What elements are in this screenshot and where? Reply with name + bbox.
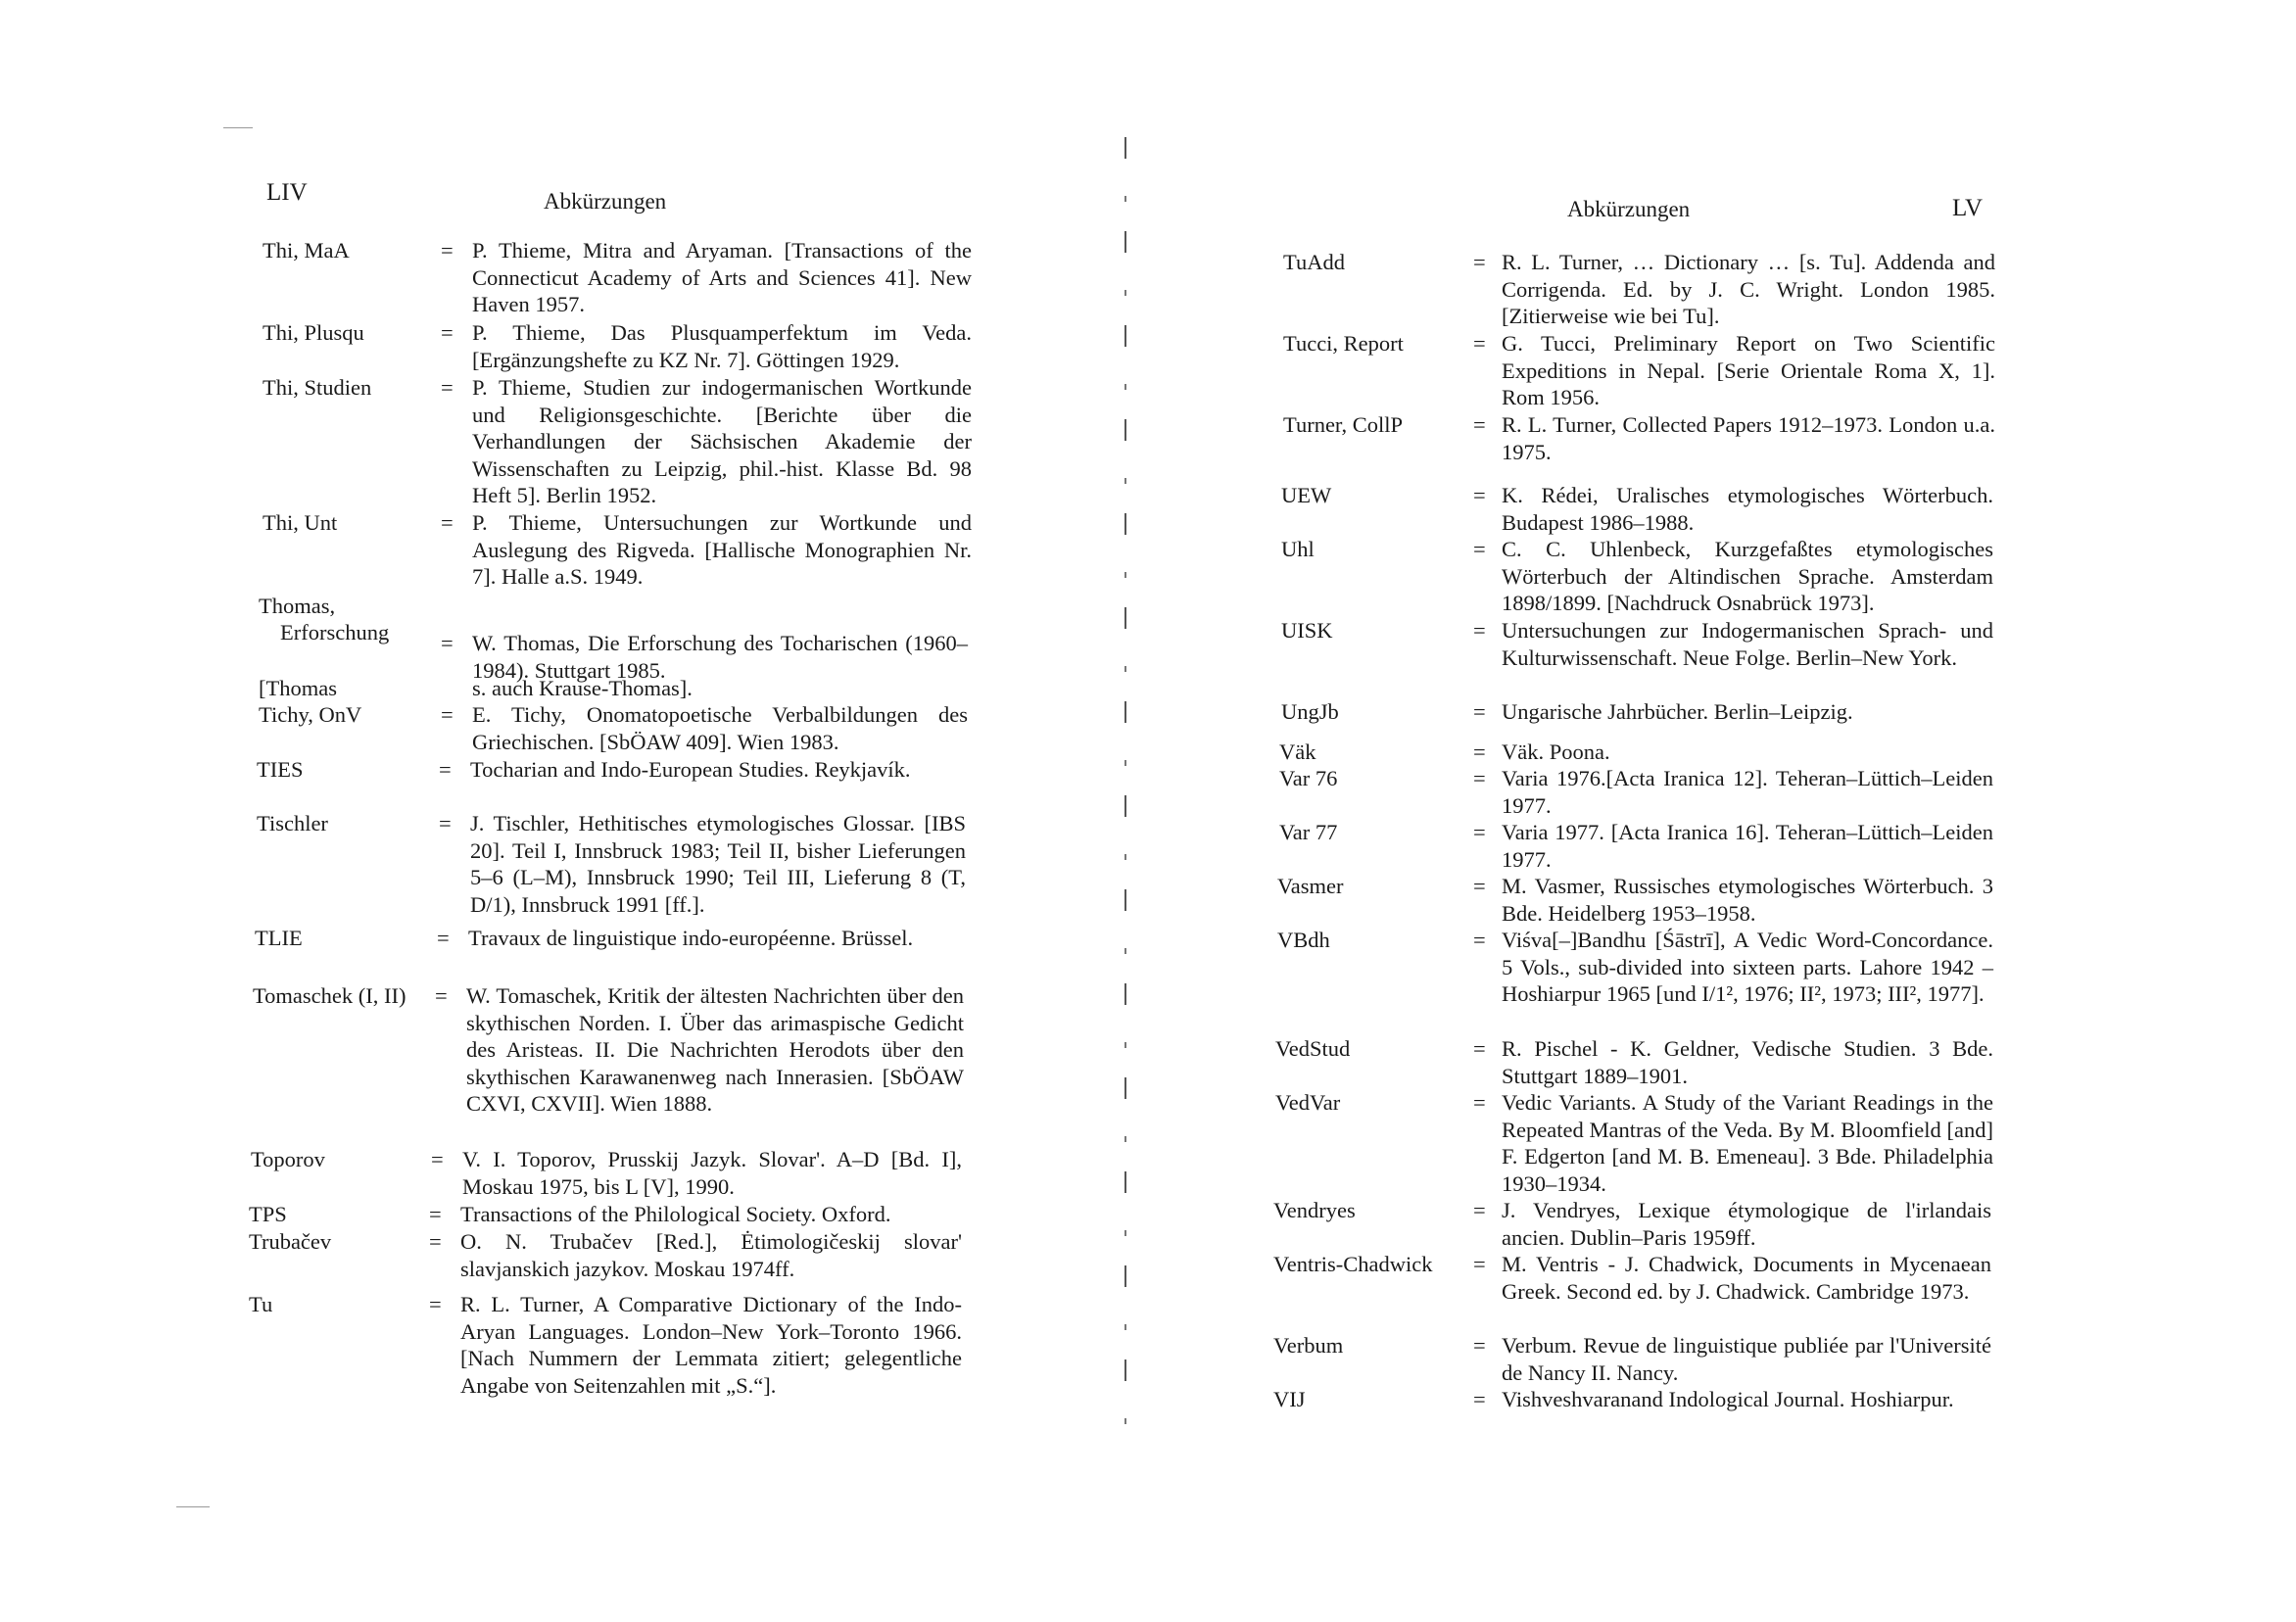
equals-sign: = [1473, 928, 1486, 952]
entry-abbreviation: Verbum [1273, 1333, 1344, 1358]
entry-abbreviation: Tucci, Report [1283, 331, 1404, 356]
equals-sign: = [441, 702, 454, 727]
entry-description: P. Thieme, Das Plusquamperfektum im Veda. [Ergänzungshefte zu KZ Nr. 7]. Göttingen 1929. [472, 320, 972, 372]
entry-abbreviation-continued: Erforschung [280, 620, 390, 644]
entry-abbreviation: Vasmer [1277, 874, 1344, 898]
equals-sign: = [1473, 820, 1486, 844]
entry-description: Ungarische Jahrbücher. Berlin–Leipzig. [1502, 699, 1853, 724]
entry-description: O. N. Trubačev [Red.], Ėtimologičeskij slovar' slavjanskich jazykov. Moskau 1974ff. [460, 1229, 962, 1281]
entry-abbreviation: Toporov [251, 1147, 325, 1171]
entry-abbreviation: Tomaschek (I, II) [253, 983, 407, 1008]
entry-description: Viśva[–]Bandhu [Śāstrī], A Vedic Word-Concordance. 5 Vols., sub-divided into sixteen parts. Lahore 1942 – Hoshiarpur 1965 [und I/1², 1976; II², 1973; III², 1977]. [1502, 928, 1993, 1006]
equals-sign: = [431, 1147, 444, 1171]
entry-description: K. Rédei, Uralisches etymologisches Wörterbuch. Budapest 1986–1988. [1502, 483, 1993, 535]
equals-sign: = [435, 983, 448, 1008]
entry-abbreviation: Vendryes [1273, 1198, 1356, 1222]
entry-abbreviation: Ventris-Chadwick [1273, 1252, 1433, 1276]
equals-sign: = [1473, 1387, 1486, 1411]
entry-abbreviation: Tu [249, 1292, 273, 1316]
entry-description: E. Tichy, Onomatopoetische Verbalbildungen des Griechischen. [SbÖAW 409]. Wien 1983. [472, 702, 968, 754]
entry-abbreviation: UISK [1281, 618, 1333, 643]
entry-description: R. L. Turner, Collected Papers 1912–1973. London u.a. 1975. [1502, 412, 1995, 464]
entry-description: C. C. Uhlenbeck, Kurzgefaßtes etymologisches Wörterbuch der Altindischen Sprache. Amsterdam 1898/1899. [Nachdruck Osnabrück 1973]. [1502, 537, 1993, 615]
entry-abbreviation: UEW [1281, 483, 1332, 507]
entry-description: W. Tomaschek, Kritik der ältesten Nachrichten über den skythischen Norden. I. Über das arimaspische Gedicht des Aristeas. II. Die Nachrichten Herodots über den skythischen Karawanenweg nach Innerasien. [SbÖAW CXVI, CXVII]. Wien 1888. [466, 983, 964, 1116]
entry-description: V. I. Toporov, Prusskij Jazyk. Slovar'. A–D [Bd. I], Moskau 1975, bis L [V], 1990. [462, 1147, 962, 1199]
page-number: LV [1952, 195, 1984, 221]
entry-abbreviation: VedStud [1275, 1036, 1351, 1061]
equals-sign: = [441, 510, 454, 535]
entry-abbreviation: Thi, Plusqu [263, 320, 364, 345]
entry-description: P. Thieme, Mitra and Aryaman. [Transactions of the Connecticut Academy of Arts and Sciences 41]. New Haven 1957. [472, 238, 972, 316]
equals-sign: = [439, 811, 452, 835]
entry-abbreviation: TIES [257, 757, 304, 782]
equals-sign: = [1473, 766, 1486, 790]
entry-abbreviation: Väk [1279, 739, 1316, 764]
entry-abbreviation: Thi, Unt [263, 510, 338, 535]
entry-abbreviation: Thomas, [259, 594, 336, 618]
entry-description: P. Thieme, Untersuchungen zur Wortkunde und Auslegung des Rigveda. [Hallische Monographien Nr. 7]. Halle a.S. 1949. [472, 510, 972, 589]
entry-abbreviation: TPS [249, 1202, 287, 1226]
scan-speck [223, 127, 253, 128]
equals-sign: = [1473, 618, 1486, 643]
entry-abbreviation: VIJ [1273, 1387, 1306, 1411]
entry-description: J. Vendryes, Lexique étymologique de l'irlandais ancien. Dublin–Paris 1959ff. [1502, 1198, 1991, 1250]
entry-description: Vedic Variants. A Study of the Variant Readings in the Repeated Mantras of the Veda. By M. Bloomfield [and] F. Edgerton [and M. B. Emeneau]. 3 Bde. Philadelphia 1930–1934. [1502, 1090, 1993, 1196]
equals-sign: = [439, 757, 452, 782]
left-page [0, 0, 1126, 1622]
equals-sign: = [429, 1229, 442, 1254]
entry-abbreviation: [Thomas [259, 676, 337, 700]
entry-description: Travaux de linguistique indo-européenne. Brüssel. [468, 926, 914, 950]
page-number: LIV [266, 179, 308, 206]
equals-sign: = [441, 238, 454, 262]
equals-sign: = [437, 926, 450, 950]
entry-abbreviation: Var 77 [1279, 820, 1338, 844]
entry-abbreviation: Trubačev [249, 1229, 332, 1254]
entry-abbreviation: Var 76 [1279, 766, 1338, 790]
equals-sign: = [1473, 412, 1486, 437]
entry-description: Väk. Poona. [1502, 739, 1610, 764]
equals-sign: = [1473, 1333, 1486, 1358]
entry-description: Verbum. Revue de linguistique publiée par l'Université de Nancy II. Nancy. [1502, 1333, 1991, 1385]
entry-abbreviation: VedVar [1275, 1090, 1341, 1115]
entry-description: Varia 1977. [Acta Iranica 16]. Teheran–Lüttich–Leiden 1977. [1502, 820, 1993, 872]
equals-sign: = [1473, 1036, 1486, 1061]
equals-sign: = [1473, 1090, 1486, 1115]
equals-sign: = [1473, 1198, 1486, 1222]
entry-description: Untersuchungen zur Indogermanischen Sprach- und Kulturwissenschaft. Neue Folge. Berlin–New York. [1502, 618, 1993, 670]
equals-sign: = [1473, 874, 1486, 898]
entry-description: G. Tucci, Preliminary Report on Two Scientific Expeditions in Nepal. [Serie Orientale Roma X, 1]. Rom 1956. [1502, 331, 1995, 409]
entry-description: R. L. Turner, … Dictionary … [s. Tu]. Addenda and Corrigenda. Ed. by J. C. Wright. London 1985. [Zitierweise wie bei Tu]. [1502, 250, 1995, 328]
equals-sign: = [1473, 250, 1486, 274]
page-gutter-shadow [1124, 137, 1126, 1450]
entry-abbreviation: Tischler [257, 811, 328, 835]
equals-sign: = [1473, 739, 1486, 764]
entry-description: R. Pischel - K. Geldner, Vedische Studien. 3 Bde. Stuttgart 1889–1901. [1502, 1036, 1993, 1088]
equals-sign: = [1473, 537, 1486, 561]
equals-sign: = [429, 1292, 442, 1316]
entry-abbreviation: Uhl [1281, 537, 1315, 561]
entry-abbreviation: Tichy, OnV [259, 702, 362, 727]
equals-sign: = [429, 1202, 442, 1226]
entry-abbreviation: TLIE [255, 926, 303, 950]
entry-abbreviation: Thi, MaA [263, 238, 350, 262]
entry-abbreviation: Thi, Studien [263, 375, 372, 400]
scan-speck [176, 1506, 210, 1507]
running-head: Abkürzungen [544, 189, 667, 214]
running-head: Abkürzungen [1567, 197, 1691, 221]
equals-sign: = [441, 320, 454, 345]
equals-sign: = [441, 631, 454, 655]
entry-abbreviation: VBdh [1277, 928, 1330, 952]
entry-description: J. Tischler, Hethitisches etymologisches Glossar. [IBS 20]. Teil I, Innsbruck 1983; Teil II, bisher Lieferungen 5–6 (L–M), Innsbruck 1990; Teil III, Lieferung 8 (T, D/1), Innsbruck 1991 [ff.]. [470, 811, 966, 917]
entry-description: M. Ventris - J. Chadwick, Documents in Mycenaean Greek. Second ed. by J. Chadwick. Cambridge 1973. [1502, 1252, 1991, 1304]
entry-abbreviation: Turner, CollP [1283, 412, 1404, 437]
entry-description: W. Thomas, Die Erforschung des Tocharischen (1960–1984). Stuttgart 1985. [472, 631, 968, 683]
entry-description: Varia 1976.[Acta Iranica 12]. Teheran–Lüttich–Leiden 1977. [1502, 766, 1993, 818]
entry-abbreviation: TuAdd [1283, 250, 1345, 274]
entry-description: P. Thieme, Studien zur indogermanischen Wortkunde und Religionsgeschichte. [Berichte über die Verhandlungen der Sächsischen Akademie der Wissenschaften zu Leipzig, phil.-hist. Klasse Bd. 98 Heft 5]. Berlin 1952. [472, 375, 972, 507]
entry-description: Tocharian and Indo-European Studies. Reykjavík. [470, 757, 911, 782]
right-page [1136, 0, 2296, 1622]
equals-sign: = [1473, 699, 1486, 724]
equals-sign: = [441, 375, 454, 400]
entry-abbreviation: UngJb [1281, 699, 1339, 724]
equals-sign: = [1473, 331, 1486, 356]
equals-sign: = [1473, 1252, 1486, 1276]
entry-description: s. auch Krause-Thomas]. [472, 676, 693, 700]
equals-sign: = [1473, 483, 1486, 507]
entry-description: Transactions of the Philological Society. Oxford. [460, 1202, 891, 1226]
entry-description: M. Vasmer, Russisches etymologisches Wörterbuch. 3 Bde. Heidelberg 1953–1958. [1502, 874, 1993, 926]
entry-description: R. L. Turner, A Comparative Dictionary of the Indo-Aryan Languages. London–New York–Toronto 1966. [Nach Nummern der Lemmata zitiert; gelegentliche Angabe von Seitenzahlen mit „S.“]. [460, 1292, 962, 1398]
entry-description: Vishveshvaranand Indological Journal. Hoshiarpur. [1502, 1387, 1954, 1411]
